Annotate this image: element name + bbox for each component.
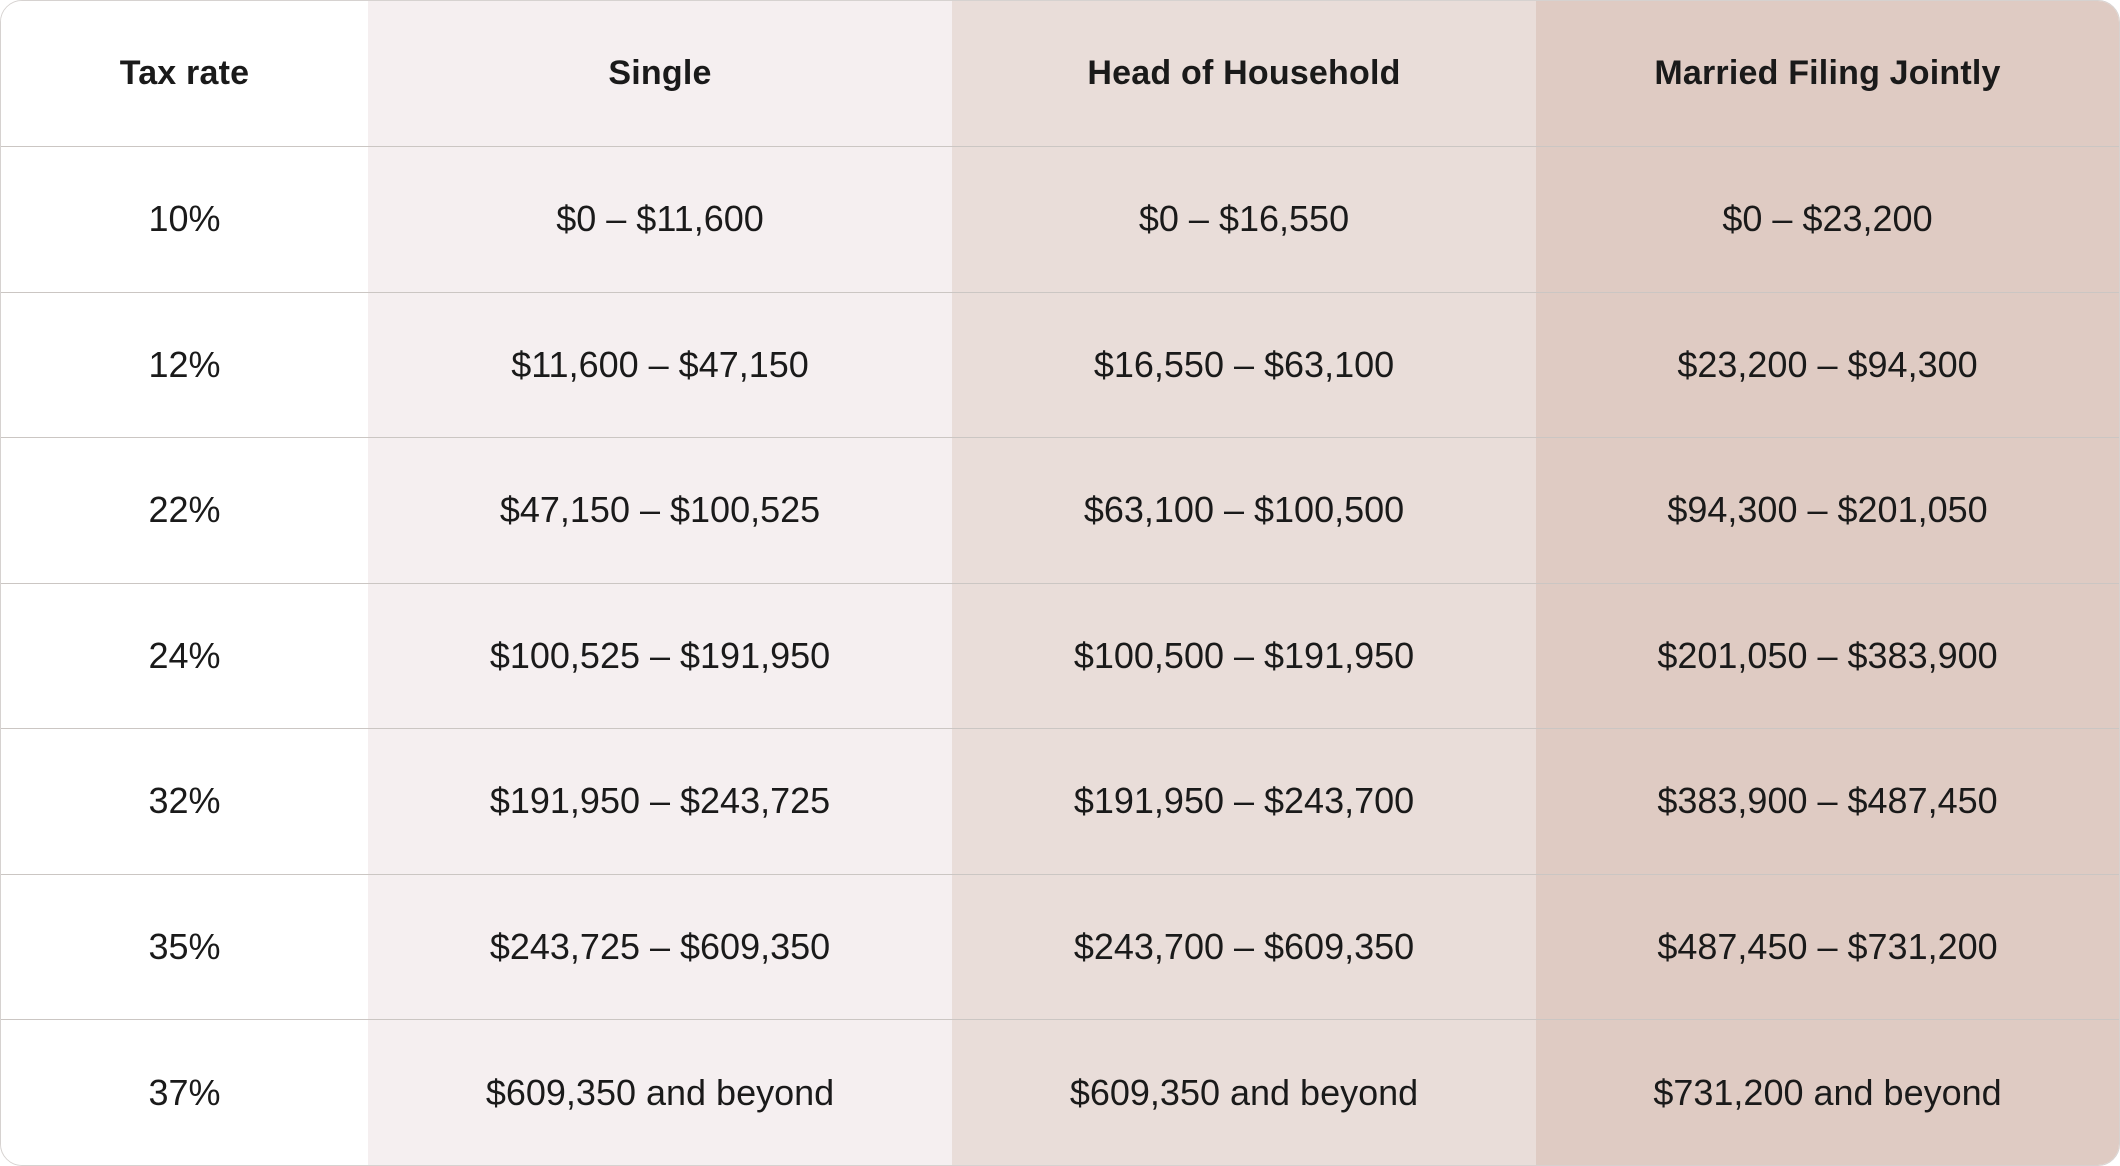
cell-single: $609,350 and beyond [368, 1020, 952, 1166]
cell-tax-rate: 35% [1, 874, 368, 1020]
cell-tax-rate: 32% [1, 729, 368, 875]
cell-married-filing-jointly: $0 – $23,200 [1536, 147, 2119, 293]
table-header-row [1, 1, 2119, 147]
cell-married-filing-jointly: $94,300 – $201,050 [1536, 438, 2119, 584]
table-row [1, 438, 2119, 584]
header-head-of-household: Head of Household [952, 1, 1536, 147]
cell-tax-rate: 22% [1, 438, 368, 584]
cell-single: $243,725 – $609,350 [368, 874, 952, 1020]
cell-tax-rate: 24% [1, 583, 368, 729]
table-row [1, 729, 2119, 875]
table-row [1, 874, 2119, 1020]
cell-single: $11,600 – $47,150 [368, 292, 952, 438]
header-single: Single [368, 1, 952, 147]
cell-single: $100,525 – $191,950 [368, 583, 952, 729]
cell-married-filing-jointly: $201,050 – $383,900 [1536, 583, 2119, 729]
cell-married-filing-jointly: $731,200 and beyond [1536, 1020, 2119, 1166]
tax-bracket-table [1, 1, 2119, 1165]
header-tax-rate: Tax rate [1, 1, 368, 147]
cell-married-filing-jointly: $23,200 – $94,300 [1536, 292, 2119, 438]
header-married-filing-jointly: Married Filing Jointly [1536, 1, 2119, 147]
cell-single: $191,950 – $243,725 [368, 729, 952, 875]
table-row [1, 1020, 2119, 1166]
cell-head-of-household: $100,500 – $191,950 [952, 583, 1536, 729]
cell-tax-rate: 12% [1, 292, 368, 438]
cell-tax-rate: 10% [1, 147, 368, 293]
cell-single: $47,150 – $100,525 [368, 438, 952, 584]
cell-head-of-household: $243,700 – $609,350 [952, 874, 1536, 1020]
cell-married-filing-jointly: $383,900 – $487,450 [1536, 729, 2119, 875]
cell-head-of-household: $63,100 – $100,500 [952, 438, 1536, 584]
table-row [1, 583, 2119, 729]
table-row [1, 292, 2119, 438]
cell-tax-rate: 37% [1, 1020, 368, 1166]
cell-head-of-household: $609,350 and beyond [952, 1020, 1536, 1166]
cell-head-of-household: $191,950 – $243,700 [952, 729, 1536, 875]
cell-head-of-household: $16,550 – $63,100 [952, 292, 1536, 438]
cell-head-of-household: $0 – $16,550 [952, 147, 1536, 293]
table-row [1, 147, 2119, 293]
cell-single: $0 – $11,600 [368, 147, 952, 293]
cell-married-filing-jointly: $487,450 – $731,200 [1536, 874, 2119, 1020]
